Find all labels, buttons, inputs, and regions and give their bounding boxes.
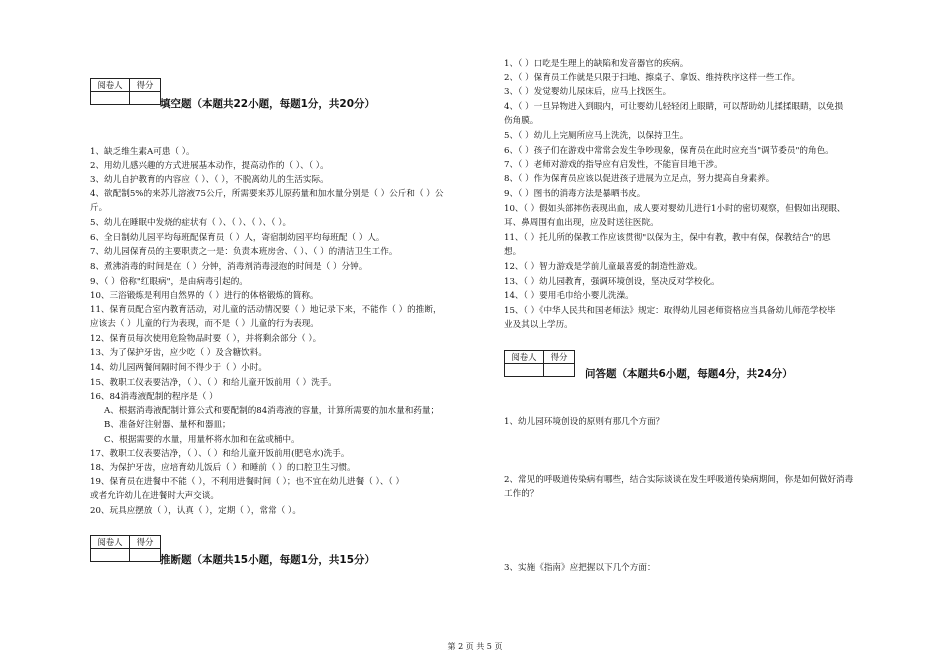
judge-line: 12、（ ）智力游戏是学前儿童最喜爱的制造性游戏。 <box>504 262 703 272</box>
judge-line: 2、（ ）保育员工作就是只限于扫地、擦桌子、拿饭、维持秩序这样一些工作。 <box>504 73 801 83</box>
score-cell <box>130 549 161 562</box>
fill-line: C、根据需要的水量，用量杯将水加和在盆或桶中。 <box>104 435 300 445</box>
grader-header: 阅卷人 <box>91 79 130 92</box>
fill-line: 7、幼儿园保育员的主要职责之一是：负责本班房舍、（ ）、（ ）的清洁卫生工作。 <box>90 247 398 257</box>
qa-question: 1、幼儿园环境创设的原则有那几个方面？ <box>504 417 665 427</box>
score-cell <box>544 364 575 377</box>
judge-line: 8、（ ）作为保育员应该以促进孩子进展为立足点，努力提高自身素养。 <box>504 174 775 184</box>
score-header: 得分 <box>544 351 575 364</box>
grader-cell <box>91 92 130 105</box>
fill-line: B、准备好注射器、量杯和器皿； <box>104 420 231 430</box>
judge-line: 11、（ ）托儿所的保教工作应该贯彻"以保为主，保中有教，教中有保，保教结合"的思 <box>504 233 831 243</box>
judge-line: 4、（ ）一旦异物进入到眼内，可让婴幼儿轻轻闭上眼睛，可以帮助幼儿揉揉眼睛，以免损 <box>504 102 844 112</box>
score-header: 得分 <box>130 79 161 92</box>
judge-section-title: 推断题（本题共15小题，每题1分，共15分） <box>160 554 376 566</box>
judge-line: 伤角膜。 <box>504 116 539 126</box>
judge-line: 想。 <box>504 247 522 257</box>
fill-line: 2、用幼儿感兴趣的方式进展基本动作，提高动作的（ ）、（ ）。 <box>90 161 329 171</box>
fill-line: 14、幼儿园两餐间隔时间不得少于（ ）小时。 <box>90 363 267 373</box>
fill-line: 斤。 <box>90 203 108 213</box>
fill-line: 11、保育员配合室内教育活动，对儿童的活动情况要（ ）地记录下来，不能作（ ）的推断， <box>90 305 442 315</box>
score-header: 得分 <box>130 536 161 549</box>
judge-line: 10、（ ）假如头部摔伤表现出血，成人要对婴幼儿进行1小时的密切观察，但假如出现眼、 <box>504 204 846 214</box>
fill-line: 16、84消毒液配制的程序是（ ） <box>90 392 218 402</box>
grader-header: 阅卷人 <box>91 536 130 549</box>
judge-line: 1、（ ）口吃是生理上的缺陷和发音器官的疾病。 <box>504 59 689 69</box>
fill-line: 9、（ ）俗称"红眼病"，是由病毒引起的。 <box>90 277 248 287</box>
judge-line: 13、（ ）幼儿园教育，强调环境创设，坚决反对学校化。 <box>504 277 720 287</box>
grader-cell <box>505 364 544 377</box>
fill-line: 应该去（ ）儿童的行为表现，而不是（ ）儿童的行为表现。 <box>90 319 319 329</box>
fill-section-title: 填空题（本题共22小题，每题1分，共20分） <box>160 98 376 110</box>
score-cell <box>130 92 161 105</box>
fill-line: 6、全日制幼儿园平均每班配保育员（ ）人，寄宿制幼园平均每班配（ ）人。 <box>90 233 385 243</box>
judge-line: 7、（ ）老师对游戏的指导应有启发性，不能盲目地干涉。 <box>504 160 723 170</box>
score-table-judge <box>90 535 161 562</box>
judge-line: 5、（ ）幼儿上完厕所应马上洗洗，以保持卫生。 <box>504 131 689 141</box>
qa-question: 3、实施《指南》应把握以下几个方面： <box>504 563 656 573</box>
fill-line: 1、缺乏维生素A可患（ ）。 <box>90 147 195 157</box>
grader-header: 阅卷人 <box>505 351 544 364</box>
fill-line: 15、教职工仪表要洁净，（ ）、（ ）和给儿童开饭前用（ ）洗手。 <box>90 378 337 388</box>
judge-line: 15、（ ）《中华人民共和国老师法》规定：取得幼儿园老师资格应当具备幼儿师范学校毕 <box>504 306 836 316</box>
fill-line: 20、玩具应摆放（ ），认真（ ），定期（ ），常常（ ）。 <box>90 506 301 516</box>
fill-line: 13、为了保护牙齿，应少吃（ ）及含糖饮料。 <box>90 348 267 358</box>
judge-line: 14、（ ）要用毛巾给小婴儿洗澡。 <box>504 291 634 301</box>
fill-line: 18、为保护牙齿，应培育幼儿饭后（ ）和睡前（ ）的口腔卫生习惯。 <box>90 463 356 473</box>
fill-line: 5、幼儿在睡眠中发烧的症状有（ ）、（ ）、（ ）、（ ）。 <box>90 218 292 228</box>
judge-line: 耳、鼻周围有血出现，应及时送往医院。 <box>504 218 659 228</box>
fill-line: 19、保育员在进餐中不能（ ），不利用进餐时间（ ）；也不宜在幼儿进餐（ ）、（ ） <box>90 477 405 487</box>
fill-line: 8、煮沸消毒的时间是在（ ）分钟，消毒剂消毒浸泡的时间是（ ）分钟。 <box>90 262 368 272</box>
fill-line: 17、教职工仪表要洁净，（ ）、（ ）和给儿童开饭前用(肥皂水)洗手。 <box>90 449 350 459</box>
fill-line: 10、三浴锻炼是利用自然界的（ ）进行的体格锻炼的简称。 <box>90 291 319 301</box>
page-footer: 第 2 页 共 5 页 <box>447 642 503 651</box>
qa-question: 工作的？ <box>504 489 539 499</box>
judge-line: 6、（ ）孩子们在游戏中常常会发生争吵现象，保育员在此时应充当"调节委员"的角色。 <box>504 146 834 156</box>
fill-line: 4、欲配制5%的来苏儿溶液75公斤，所需要来苏儿原药量和加水量分别是（ ）公斤和（ ）公 <box>90 189 444 199</box>
qa-section-title: 问答题（本题共6小题，每题4分，共24分） <box>585 368 793 380</box>
judge-line: 3、（ ）发觉婴幼儿尿床后，应马上找医生。 <box>504 87 672 97</box>
grader-cell <box>91 549 130 562</box>
judge-line: 9、（ ）图书的消毒方法是暴晒书皮。 <box>504 189 646 199</box>
score-table-fill <box>90 78 161 105</box>
judge-line: 业及其以上学历。 <box>504 320 573 330</box>
score-table-qa <box>504 350 575 377</box>
qa-question: 2、常见的呼吸道传染病有哪些，结合实际谈谈在发生呼吸道传染病期间，你是如何做好消毒 <box>504 475 854 485</box>
fill-line: 或者允许幼儿在进餐时大声交谈。 <box>90 491 219 501</box>
fill-line: 12、保育员每次使用危险物品时要（ ），并将剩余部分（ ）。 <box>90 334 322 344</box>
fill-line: 3、幼儿自护教育的内容应（ ）、（ ），不脱离幼儿的生活实际。 <box>90 175 329 185</box>
fill-line: A、根据消毒液配制计算公式和要配制的84消毒液的容量，计算所需要的加水量和药量； <box>104 406 440 416</box>
